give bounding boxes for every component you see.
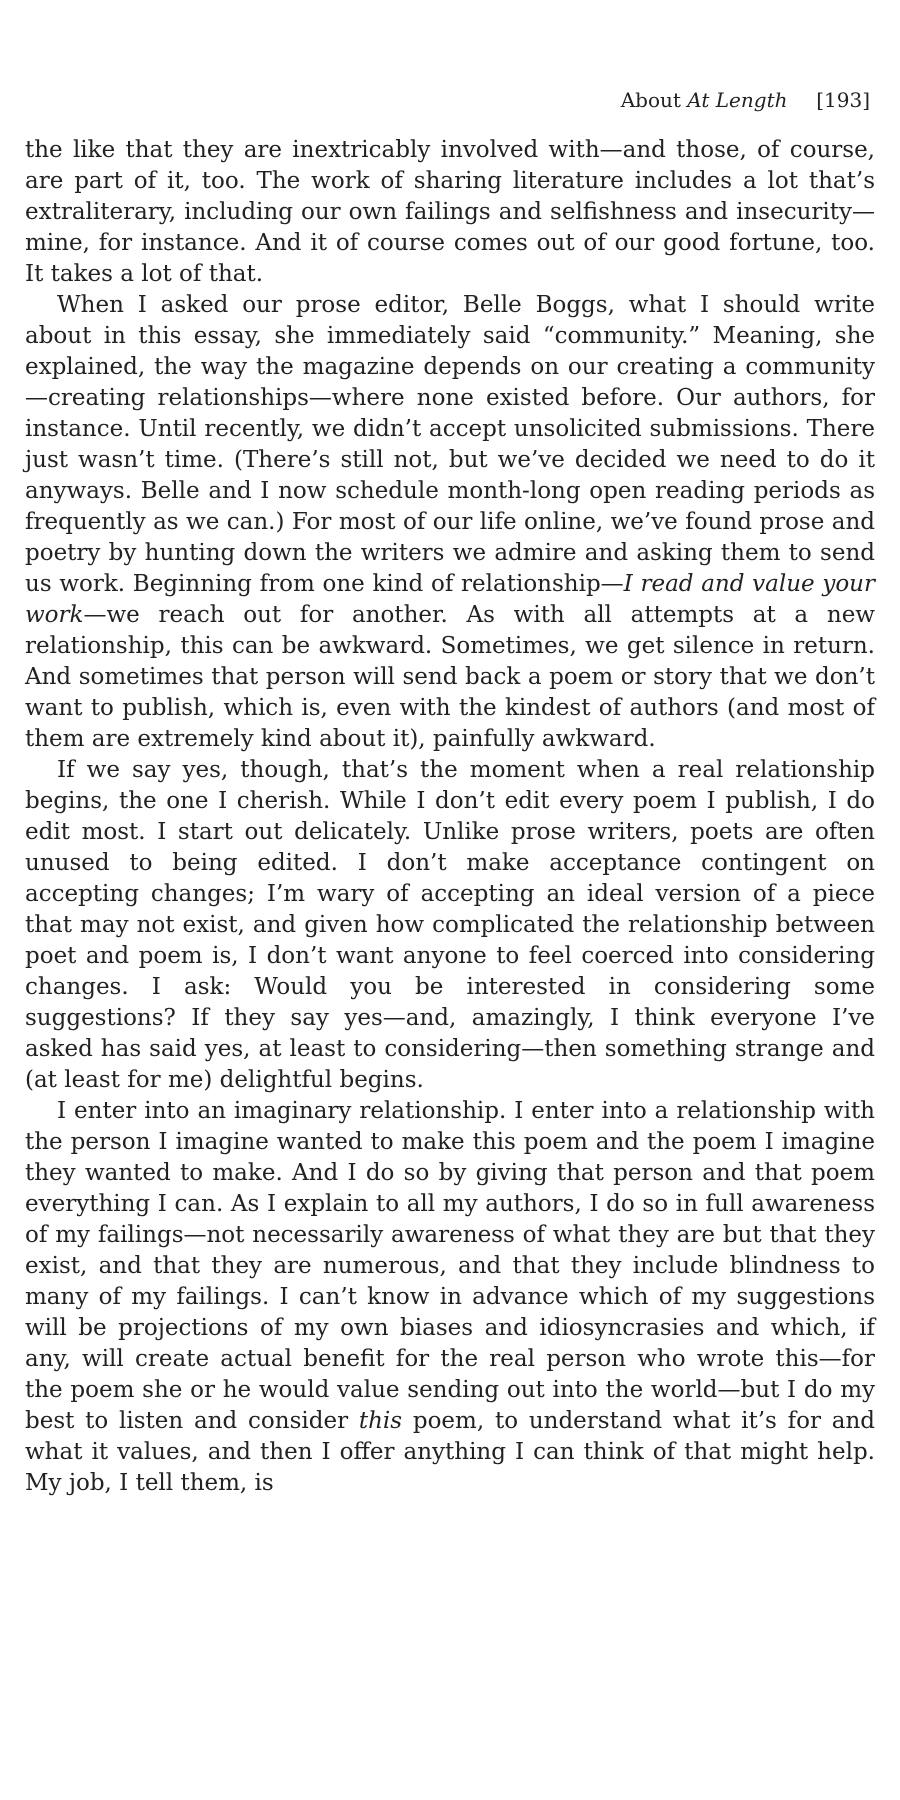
page-number: [193]	[816, 88, 870, 112]
paragraph-1-text: the like that they are inextricably involved with—and those, of course, are part of it, too. The work of sharing literature includes a lot that’s extraliterary, including our own failings and selfishness and insecurity—mine, for instance. And it of course comes out of our good fortune, too. It takes a lot of that.	[25, 137, 875, 287]
paragraph-4-italic-word: this	[358, 1408, 403, 1434]
paragraph-3	[25, 755, 875, 1096]
paragraph-4-text-a: I enter into an imaginary relationship. I enter into a relationship with the person I imagine wanted to make this poem and the poem I imagine they wanted to make. And I do so by giving that person and that poem everything I can. As I explain to all my authors, I do so in full awareness of my failings—not necessarily awareness of what they are but that they exist, and that they are numerous, and that they include blindness to many of my failings. I can’t know in advance which of my suggestions will be projections of my own biases and idiosyncrasies and which, if any, will create actual benefit for the real person who wrote this—for the poem she or he would value sending out into the world—but I do my best to listen and consider	[25, 1098, 875, 1434]
paragraph-4	[25, 1096, 875, 1499]
running-title-prefix: About	[620, 88, 681, 112]
running-head	[621, 90, 870, 110]
paragraph-2-text-a: When I asked our prose editor, Belle Boggs, what I should write about in this essay, she immediately said “community.” Meaning, she explained, the way the magazine depends on our creating a community—creating relationships—where none existed before. Our authors, for instance. Until recently, we didn’t accept unsolicited submissions. There just wasn’t time. (There’s still not, but we’ve decided we need to do it anyways. Belle and I now schedule month-long open reading periods as frequently as we can.) For most of our life online, we’ve found prose and poetry by hunting down the writers we admire and asking them to send us work. Beginning from one kind of relationship—	[25, 292, 875, 597]
paragraph-2-text-b: —we reach out for another. As with all attempts at a new relationship, this can be awkward. Sometimes, we get silence in return. And sometimes that person will send back a poem or story that we don’t want to publish, which is, even with the kindest of authors (and most of them are extremely kind about it), painfully awkward.	[25, 602, 875, 752]
paragraph-2	[25, 290, 875, 755]
paragraph-4-text-b: poem, to understand what it’s for and what it values, and then I offer anything I can think of that might help. My job, I tell them, is	[25, 1408, 875, 1496]
paragraph-2-italic-phrase: I read and value your work	[25, 571, 875, 628]
running-title-italic: At Length	[687, 88, 788, 112]
paragraph-3-text: If we say yes, though, that’s the moment when a real relationship begins, the one I cherish. While I don’t edit every poem I publish, I do edit most. I start out delicately. Unlike prose writers, poets are often unused to being edited. I don’t make acceptance contingent on accepting changes; I’m wary of accepting an ideal version of a piece that may not exist, and given how complicated the relationship between poet and poem is, I don’t want anyone to feel coerced into considering changes. I ask: Would you be interested in considering some suggestions? If they say yes—and, amazingly, I think everyone I’ve asked has said yes, at least to considering—then something strange and (at least for me) delightful begins.	[25, 757, 875, 1093]
body-text	[25, 135, 875, 1499]
paragraph-1	[25, 135, 875, 290]
